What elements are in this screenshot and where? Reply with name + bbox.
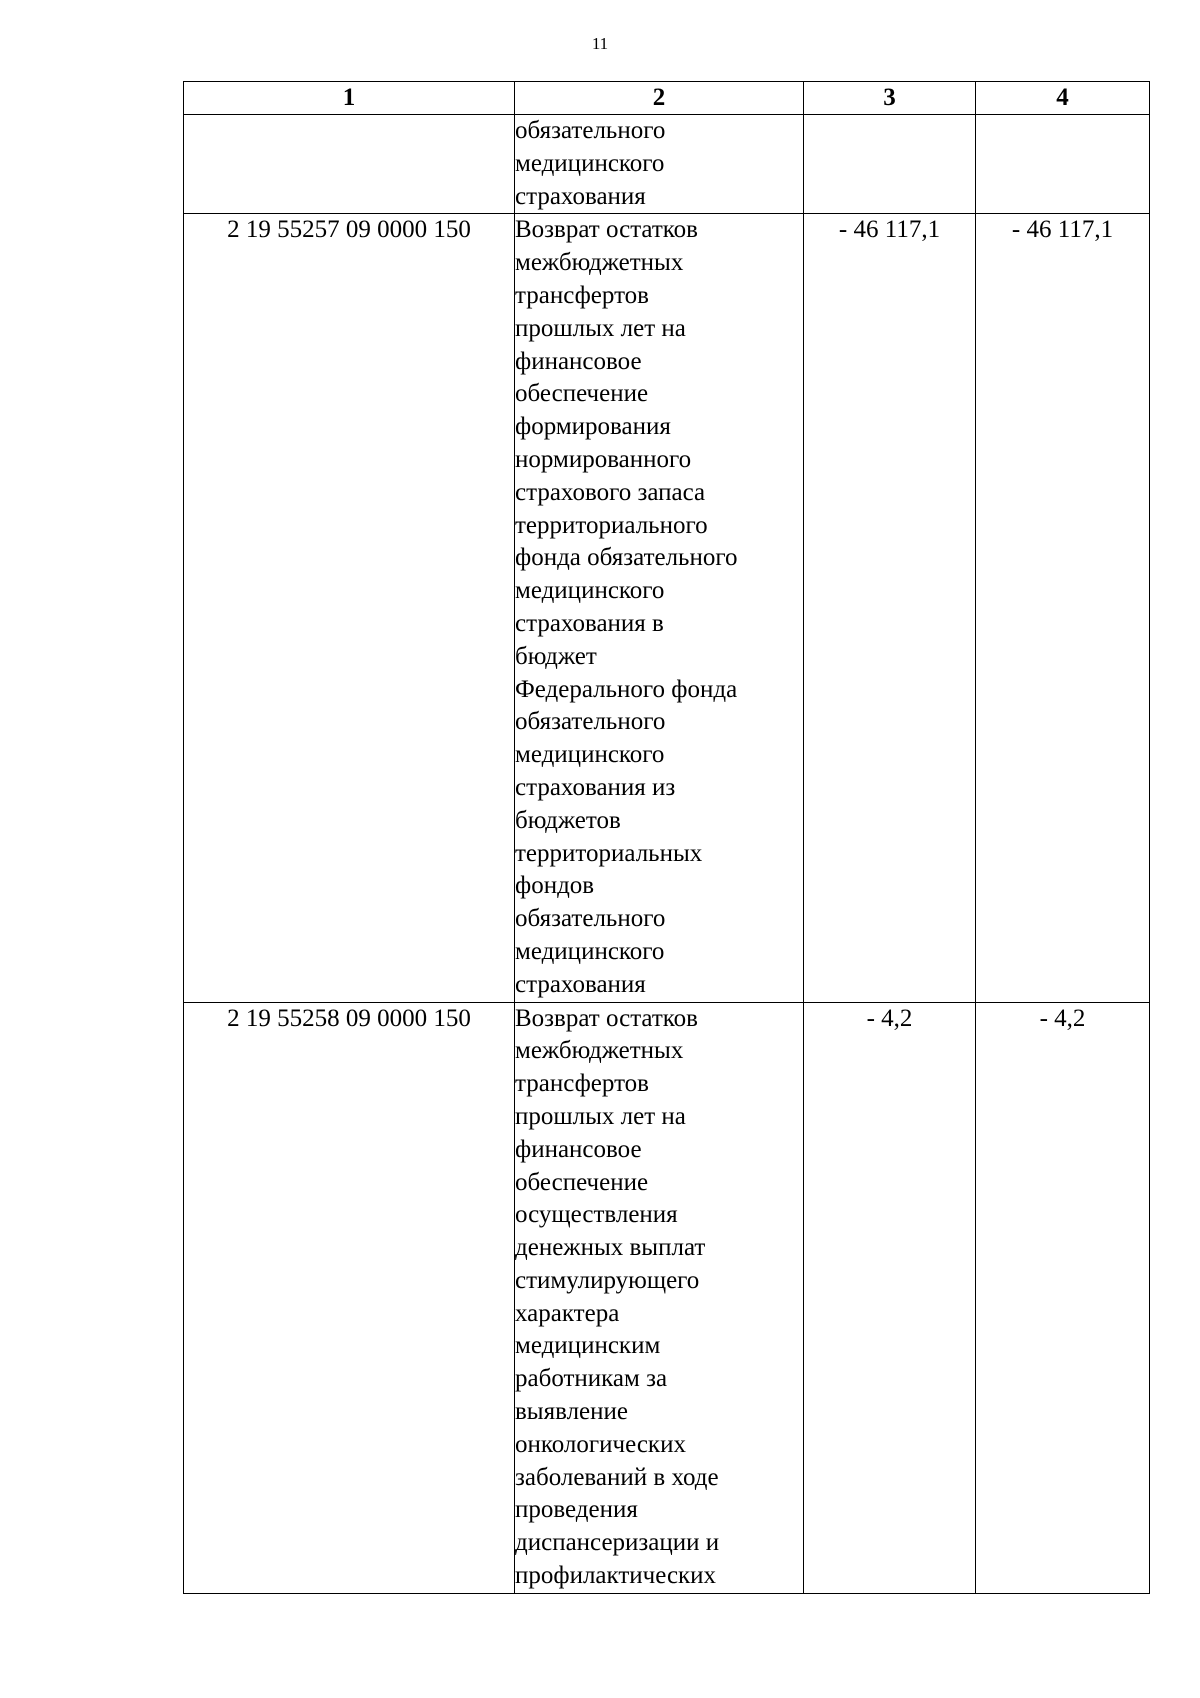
description-line: бюджет xyxy=(515,642,597,670)
description-cell xyxy=(515,1002,804,1593)
budget-code-cell: 2 19 55257 09 0000 150 xyxy=(184,214,515,1002)
description-line: денежных выплат xyxy=(515,1234,706,1262)
header-col-1: 1 xyxy=(184,82,515,115)
description-line: медицинским xyxy=(515,1332,661,1360)
description-cell xyxy=(515,214,804,1002)
description-line: территориальных xyxy=(515,839,703,867)
description-line: трансфертов xyxy=(515,1070,649,1098)
description-line: характера xyxy=(515,1299,620,1327)
description-line: проведения xyxy=(515,1496,638,1524)
amount-col-3-cell: - 4,2 xyxy=(804,1002,976,1593)
header-col-2: 2 xyxy=(515,82,804,115)
description-line: прошлых лет на xyxy=(515,314,686,342)
description-line: стимулирующего xyxy=(515,1266,700,1294)
description-line: страхования xyxy=(515,970,646,998)
description-line: прошлых лет на xyxy=(515,1102,686,1130)
description-cell xyxy=(515,115,804,214)
header-col-4: 4 xyxy=(976,82,1150,115)
description-line: страхования из xyxy=(515,773,676,801)
description-line: выявление xyxy=(515,1398,629,1426)
table-body xyxy=(184,115,1150,1594)
description-line: медицинского xyxy=(515,741,665,769)
description-line: финансовое xyxy=(515,347,642,375)
budget-code-cell: 2 19 55258 09 0000 150 xyxy=(184,1002,515,1593)
description-line: страхового запаса xyxy=(515,478,706,506)
description-line: осуществления xyxy=(515,1201,678,1229)
description-line: межбюджетных xyxy=(515,1037,684,1065)
description-line: страхования xyxy=(515,182,646,210)
description-line: нормированного xyxy=(515,445,692,473)
description-line: медицинского xyxy=(515,577,665,605)
description-line: заболеваний в ходе xyxy=(515,1463,719,1491)
description-line: фондов xyxy=(515,872,595,900)
amount-col-3-cell: - 46 117,1 xyxy=(804,214,976,1002)
description-line: Федерального фонда xyxy=(515,675,738,703)
description-line: обязательного xyxy=(515,708,666,736)
description-line: территориального xyxy=(515,511,708,539)
table-header-row xyxy=(184,82,1150,115)
amount-col-4-cell: - 4,2 xyxy=(976,1002,1150,1593)
description-line: медицинского xyxy=(515,149,665,177)
page-number: 11 xyxy=(591,34,609,53)
description-line: обязательного xyxy=(515,117,666,144)
description-line: работникам за xyxy=(515,1365,668,1393)
description-line: Возврат остатков xyxy=(515,216,698,244)
description-line: Возврат остатков xyxy=(515,1004,698,1032)
description-line: финансовое xyxy=(515,1135,642,1163)
header-col-3: 3 xyxy=(804,82,976,115)
description-line: формирования xyxy=(515,413,671,441)
description-line: обеспечение xyxy=(515,380,649,408)
description-line: медицинского xyxy=(515,937,665,965)
description-line: фонда обязательного xyxy=(515,544,738,572)
description-line: онкологических xyxy=(515,1430,686,1458)
description-line: межбюджетных xyxy=(515,249,684,277)
amount-col-4-cell xyxy=(976,115,1150,214)
budget-table xyxy=(183,81,1150,1594)
description-line: обязательного xyxy=(515,905,666,933)
amount-col-4-cell: - 46 117,1 xyxy=(976,214,1150,1002)
description-line: диспансеризации и xyxy=(515,1529,720,1557)
table-row xyxy=(184,214,1150,1002)
description-line: трансфертов xyxy=(515,281,649,309)
table-row xyxy=(184,1002,1150,1593)
description-line: профилактических xyxy=(515,1562,717,1590)
description-line: страхования в xyxy=(515,609,664,637)
table-row xyxy=(184,115,1150,214)
amount-col-3-cell xyxy=(804,115,976,214)
budget-code-cell xyxy=(184,115,515,214)
description-line: бюджетов xyxy=(515,806,621,834)
description-line: обеспечение xyxy=(515,1168,649,1196)
